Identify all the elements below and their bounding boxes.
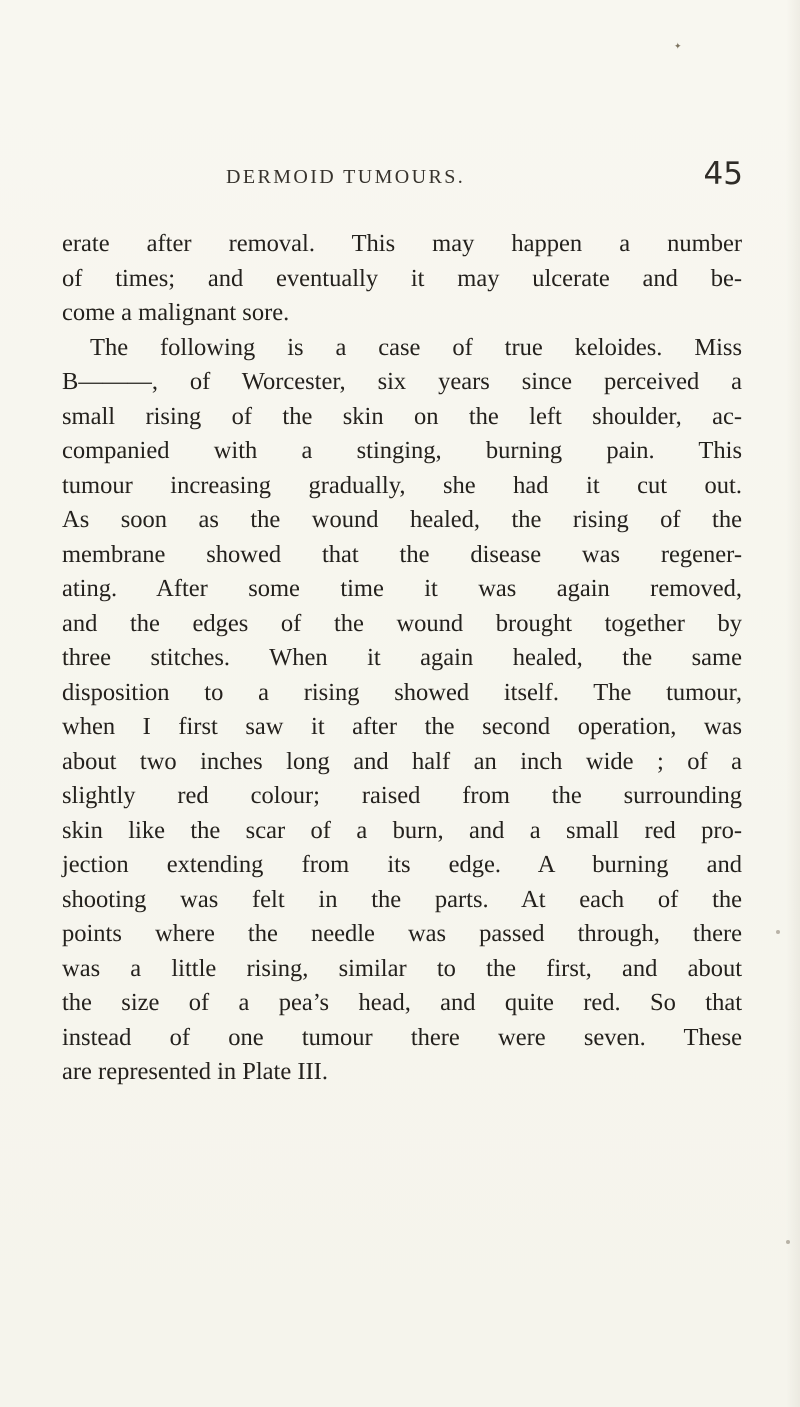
text-line: tumour increasing gradually, she had it cut out.: [62, 471, 742, 499]
page-number: 45: [703, 156, 743, 192]
text-line: are represented in Plate III.: [62, 1058, 328, 1085]
text-line: jection extending from its edge. A burning and: [62, 851, 742, 878]
running-head: [60, 156, 743, 196]
text-line: B———, of Worcester, six years since perceived a: [62, 368, 742, 395]
text-line: The following is a case of true keloides. Miss: [90, 333, 742, 361]
text-line: three stitches. When it again healed, the same: [62, 644, 742, 671]
text-line: erate after removal. This may happen a number: [62, 230, 742, 257]
text-line: slightly red colour; raised from the surrounding: [62, 782, 742, 809]
text-line: and the edges of the wound brought together by: [62, 609, 742, 637]
text-line: small rising of the skin on the left shoulder, ac-: [62, 402, 742, 430]
printer-mark-icon: ✦: [674, 42, 682, 52]
text-line: shooting was felt in the parts. At each of the: [62, 885, 742, 913]
text-line: As soon as the wound healed, the rising of the: [62, 506, 742, 533]
text-line: ating. After some time it was again removed,: [62, 575, 742, 602]
header-title: DERMOID TUMOURS.: [226, 166, 466, 188]
text-line: membrane showed that the disease was regener-: [62, 540, 742, 568]
text-line: skin like the scar of a burn, and a small red pro-: [62, 816, 742, 844]
text-line: was a little rising, similar to the first, and about: [62, 954, 742, 982]
text-line: the size of a pea’s head, and quite red. So that: [62, 989, 742, 1016]
text-line: companied with a stinging, burning pain. This: [62, 437, 742, 464]
body-text: [62, 227, 742, 1090]
paper-speck: [776, 930, 780, 934]
text-line: instead of one tumour there were seven. These: [62, 1023, 742, 1051]
text-line: come a malignant sore.: [62, 299, 290, 326]
page-edge-shadow: [786, 0, 800, 1407]
text-line: points where the needle was passed through, there: [62, 920, 742, 947]
text-line: when I first saw it after the second operation, was: [62, 713, 742, 740]
text-line: disposition to a rising showed itself. The tumour,: [62, 678, 742, 706]
text-line: about two inches long and half an inch wide ; of a: [62, 747, 742, 775]
text-line: of times; and eventually it may ulcerate and be-: [62, 264, 742, 292]
